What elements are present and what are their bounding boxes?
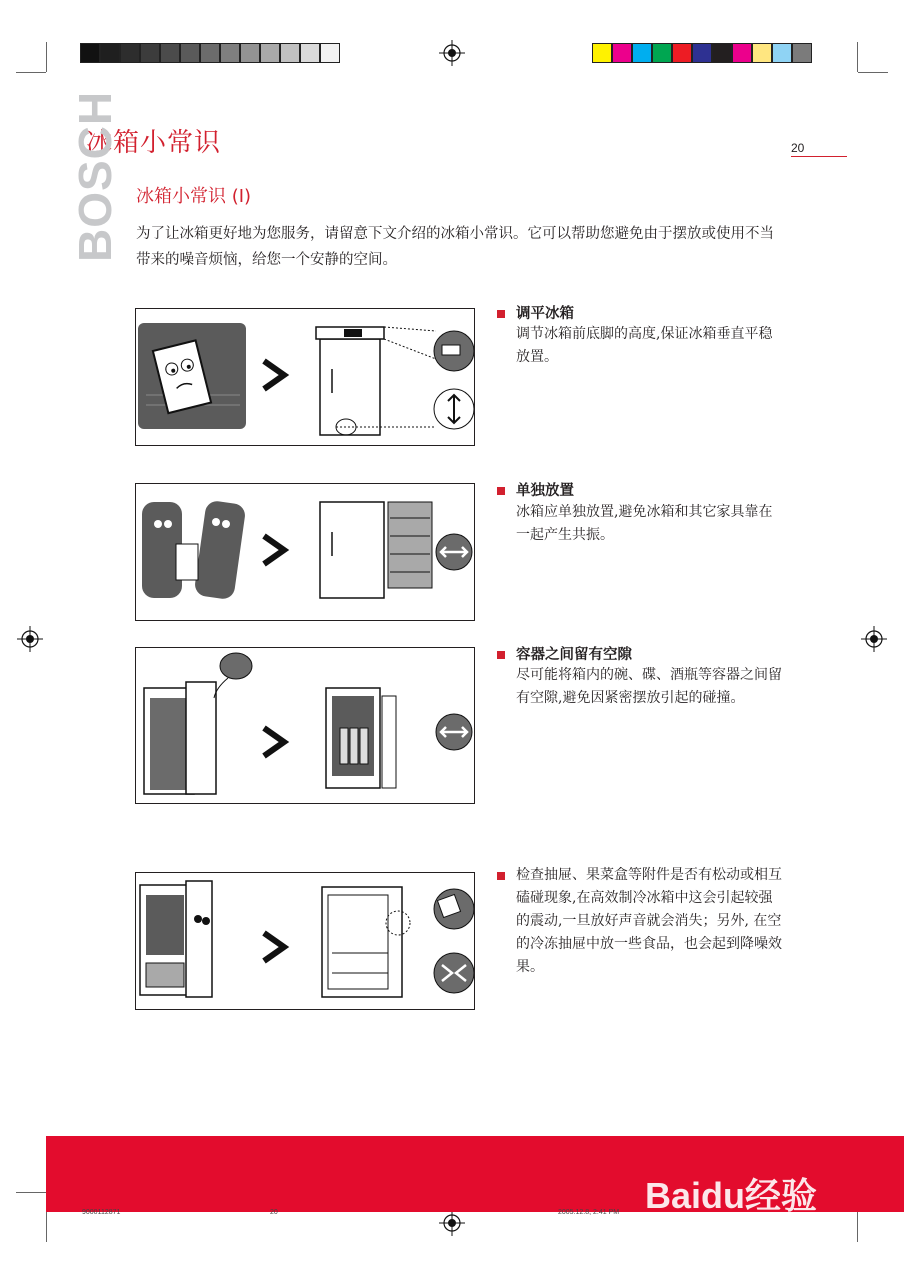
bullet-marker	[497, 487, 505, 495]
color-swatch	[752, 43, 772, 63]
registration-mark-icon	[439, 1210, 465, 1236]
watermark-url: jingyan.baidu.com	[645, 1214, 791, 1234]
item-body: 调节冰箱前底脚的高度,保证冰箱垂直平稳放置。	[516, 326, 773, 365]
item-body: 尽可能将箱内的碗、碟、酒瓶等容器之间留有空隙,避免因紧密摆放引起的碰撞。	[516, 667, 782, 706]
page-title: 冰箱小常识	[86, 128, 222, 158]
color-swatch	[652, 43, 672, 63]
crop-mark	[857, 1212, 858, 1242]
color-swatch	[160, 43, 180, 63]
crop-mark	[857, 42, 858, 72]
crop-mark	[46, 1212, 47, 1242]
color-swatch	[732, 43, 752, 63]
item-title: 容器之间留有空隙	[516, 647, 632, 663]
illustration-separate-placement	[135, 483, 475, 621]
item-title: 单独放置	[516, 483, 574, 499]
color-swatch	[772, 43, 792, 63]
crop-mark	[858, 72, 888, 73]
gray-color-bar	[80, 43, 340, 63]
footer-timestamp: 2005.12.8, 2:41 PM	[558, 1209, 620, 1216]
color-swatch	[692, 43, 712, 63]
color-swatch	[240, 43, 260, 63]
illustration-leveling	[135, 308, 475, 446]
page-number: 20	[791, 141, 805, 155]
color-swatch	[280, 43, 300, 63]
color-swatch	[672, 43, 692, 63]
color-swatch	[632, 43, 652, 63]
bullet-marker	[497, 872, 505, 880]
registration-mark-icon	[861, 626, 887, 652]
color-swatch	[592, 43, 612, 63]
color-swatch	[712, 43, 732, 63]
section-title: 冰箱小常识 (I)	[136, 186, 252, 207]
footer-code: 9000112871	[82, 1209, 121, 1216]
registration-mark-icon	[17, 626, 43, 652]
item-title: 调平冰箱	[516, 306, 574, 322]
color-swatch	[612, 43, 632, 63]
page-number-rule	[791, 156, 847, 157]
color-swatch	[220, 43, 240, 63]
illustration-drawer-check	[135, 872, 475, 1010]
crop-mark	[16, 1192, 46, 1193]
item-body: 冰箱应单独放置,避免冰箱和其它家具靠在一起产生共振。	[516, 504, 773, 543]
bullet-marker	[497, 651, 505, 659]
color-swatch	[120, 43, 140, 63]
process-color-bar	[592, 43, 812, 63]
crop-mark	[46, 42, 47, 72]
crop-mark	[16, 72, 46, 73]
color-swatch	[320, 43, 340, 63]
bullet-marker	[497, 310, 505, 318]
color-swatch	[200, 43, 220, 63]
color-swatch	[792, 43, 812, 63]
color-swatch	[180, 43, 200, 63]
intro-paragraph: 为了让冰箱更好地为您服务，请留意下文介绍的冰箱小常识。它可以帮助您避免由于摆放或使用不当带来的噪音烦恼，给您一个安静的空间。	[136, 226, 774, 268]
color-swatch	[300, 43, 320, 63]
registration-mark-icon	[439, 40, 465, 66]
footer-page: 20	[270, 1209, 278, 1216]
brand-wordmark: BOSCH	[69, 90, 121, 262]
illustration-container-gaps	[135, 647, 475, 804]
item-body: 检查抽屉、果菜盒等附件是否有松动或相互磕碰现象,在高效制冷冰箱中这会引起较强的震动,一旦放好声音就会消失；另外, 在空的冷冻抽屉中放一些食品，也会起到降噪效果。	[516, 867, 782, 975]
color-swatch	[80, 43, 100, 63]
color-swatch	[260, 43, 280, 63]
watermark-logo: Baidu经验	[645, 1175, 818, 1216]
color-swatch	[140, 43, 160, 63]
color-swatch	[100, 43, 120, 63]
